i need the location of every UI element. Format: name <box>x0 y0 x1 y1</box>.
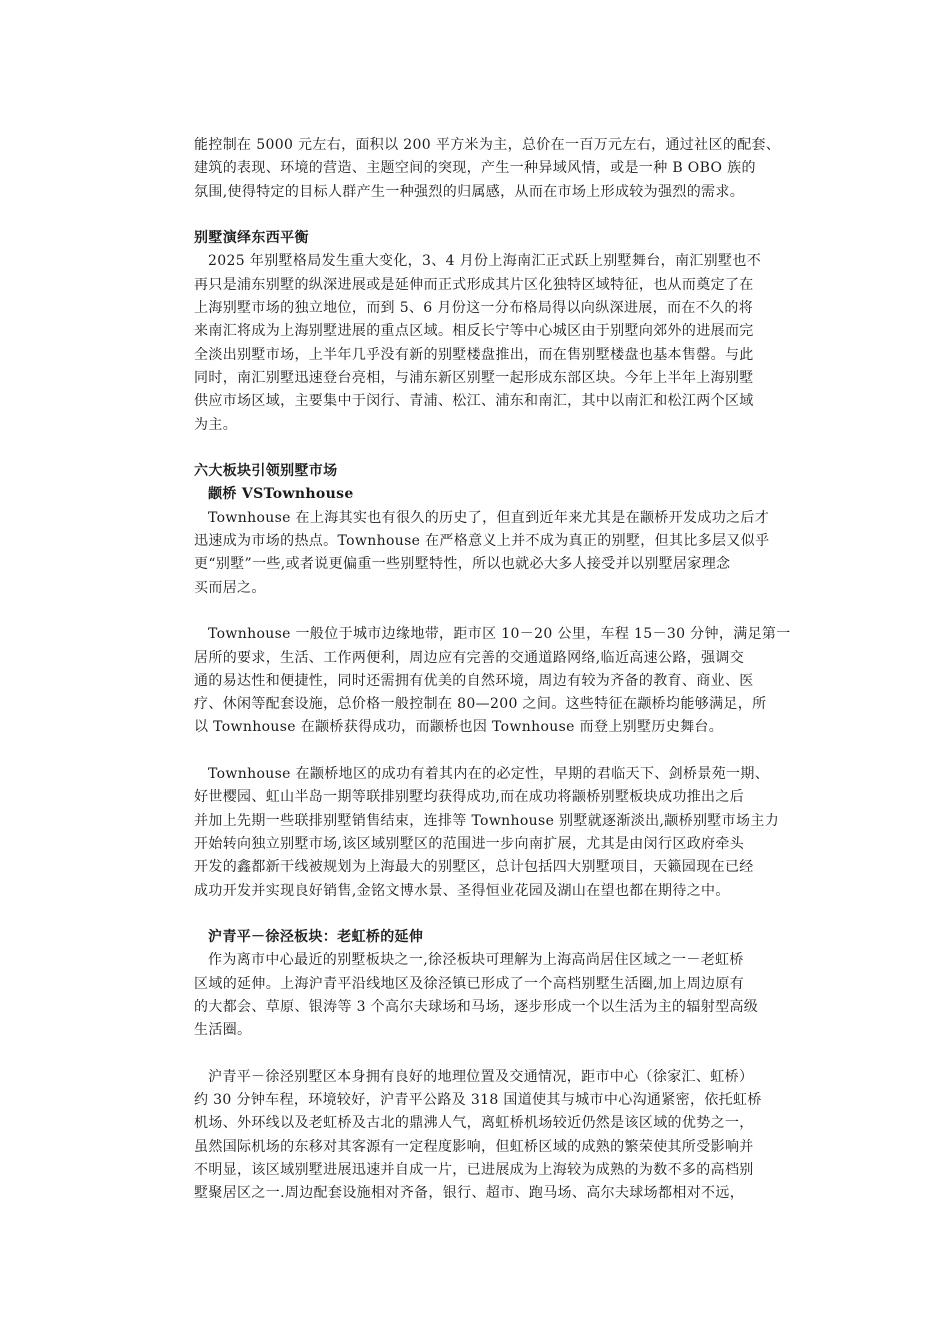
text-line: 约 30 分钟车程，环境较好，沪青平公路及 318 国道使其与城市中心沟通紧密，依托虹桥 <box>194 1092 762 1109</box>
text-line: 成功开发并实现良好销售,金铭文博水景、圣得恒业花园及湖山在望也都在期待之中。 <box>194 882 730 899</box>
text-line: 机场、外环线以及老虹桥及古北的鼎沸人气，离虹桥机场较近仍然是该区域的优势之一， <box>194 1115 754 1132</box>
blank-line <box>194 903 760 926</box>
text-line: 好世樱园、虹山半岛一期等联排别墅均获得成功,而在成功将颛桥别墅板块成功推出之后 <box>194 789 745 806</box>
document-page <box>194 134 791 1206</box>
text-line: 买而居之。 <box>194 579 266 596</box>
section3-paragraph-2 <box>194 1066 760 1206</box>
text-line: 不明显，该区域别墅进展迅速并自成一片，已进展成为上海较为成熟的为数不多的高档别 <box>194 1162 754 1179</box>
intro-paragraph <box>194 134 781 204</box>
section-heading: 六大板块引领别墅市场 <box>194 463 338 480</box>
blank-line <box>194 204 760 227</box>
section-subheading: 颛桥 VSTownhouse <box>208 486 354 503</box>
section-heading: 别墅演绎东西平衡 <box>194 230 309 247</box>
text-line: 更“别墅”一些,或者说更偏重一些别墅特性，所以也就必大多人接受并以别墅居家理念 <box>194 556 731 573</box>
text-line: 2025 年别墅格局发生重大变化，3、4 月份上海南汇正式跃上别墅舞台，南汇别墅也不 <box>208 253 762 270</box>
text-line: 区域的延伸。上海沪青平沿线地区及徐泾镇已形成了一个高档别墅生活圈,加上周边原有 <box>194 975 745 992</box>
blank-line <box>194 600 760 623</box>
text-line: 氛围,使得特定的目标人群产生一种强烈的归属感，从而在市场上形成较为强烈的需求。 <box>194 183 745 200</box>
section3-paragraph-1 <box>194 949 760 1042</box>
text-line: 并加上先期一些联排别墅销售结束，连排等 Townhouse 别墅就逐渐淡出,颛桥别墅市场主力 <box>194 812 780 829</box>
text-line: 作为离市中心最近的别墅板块之一,徐泾板块可理解为上海高尚居住区域之一－老虹桥 <box>208 952 744 969</box>
section1-paragraph <box>194 250 760 436</box>
text-line: 通的易达性和便捷性，同时还需拥有优美的自然环境，周边有较为齐备的教育、商业、医 <box>194 672 754 689</box>
section2-paragraph-3 <box>194 763 780 903</box>
text-line: 疗、休闲等配套设施，总价格一般控制在 80—200 之间。这些特征在颛桥均能够满足，所 <box>194 696 767 713</box>
text-line: Townhouse 在颛桥地区的成功有着其内在的必定性，早期的君临天下、剑桥景苑一期、 <box>208 766 770 783</box>
text-line: 以 Townhouse 在颛桥获得成功，而颛桥也因 Townhouse 而登上别墅历史舞台。 <box>194 719 724 736</box>
text-line: 能控制在 5000 元左右，面积以 200 平方米为主，总价在一百万元左右，通过社区的配套、 <box>194 137 781 153</box>
blank-line <box>194 1043 760 1066</box>
blank-line <box>194 740 760 763</box>
text-line: Townhouse 一般位于城市边缘地带，距市区 10－20 公里，车程 15－30 分钟，满足第一 <box>208 626 791 643</box>
text-line: 为主。 <box>194 416 238 433</box>
text-line: 开发的鑫都新干线被规划为上海最大的别墅区，总计包括四大别墅项目，天籁园现在已经 <box>194 859 754 876</box>
text-line: Townhouse 在上海其实也有很久的历史了，但直到近年来尤其是在颛桥开发成功之后才 <box>208 509 770 526</box>
text-line: 供应市场区域，主要集中于闵行、青浦、松江、浦东和南汇，其中以南汇和松江两个区域 <box>194 393 754 410</box>
text-line: 开始转向独立别墅市场,该区域别墅区的范围进一步向南扩展，尤其是由闵行区政府牵头 <box>194 835 745 852</box>
text-line: 全淡出别墅市场，上半年几乎没有新的别墅楼盘推出，而在售别墅楼盘也基本售罄。与此 <box>194 346 754 363</box>
text-line: 虽然国际机场的东移对其客源有一定程度影响，但虹桥区域的成熟的繁荣使其所受影响并 <box>194 1138 754 1155</box>
text-line: 的大都会、草原、银涛等 3 个高尔夫球场和马场，逐步形成一个以生活为主的辐射型高级 <box>194 998 759 1015</box>
text-line: 墅聚居区之一.周边配套设施相对齐备，银行、超市、跑马场、高尔夫球场都相对不远， <box>194 1185 745 1202</box>
section2-paragraph-1 <box>194 507 770 600</box>
text-line: 建筑的表现、环境的营造、主题空间的突现，产生一种异域风情，或是一种 B OBO 族的 <box>194 160 756 177</box>
text-line: 来南汇将成为上海别墅进展的重点区域。相反长宁等中心城区由于别墅向郊外的进展而完 <box>194 323 754 340</box>
section-subheading: 沪青平－徐泾板块：老虹桥的延伸 <box>208 929 424 946</box>
text-line: 同时，南汇别墅迅速登台亮相，与浦东新区别墅一起形成东部区块。今年上半年上海别墅 <box>194 369 754 386</box>
text-line: 再只是浦东别墅的纵深进展或是延伸而正式形成其片区化独特区域特征，也从而奠定了在 <box>194 276 754 293</box>
text-line: 生活圈。 <box>194 1022 252 1039</box>
text-line: 上海别墅市场的独立地位，而到 5、6 月份这一分布格局得以向纵深进展，而在不久的将 <box>194 300 754 317</box>
text-line: 迅速成为市场的热点。Townhouse 在严格意义上并不成为真正的别墅，但其比多层又似乎 <box>194 533 770 550</box>
text-line: 沪青平－徐泾别墅区本身拥有良好的地理位置及交通情况，距市中心（徐家汇、虹桥） <box>208 1068 754 1085</box>
text-line: 居所的要求，生活、工作两便利，周边应有完善的交通道路网络,临近高速公路，强调交 <box>194 649 745 666</box>
section2-paragraph-2 <box>194 623 791 739</box>
blank-line <box>194 437 760 460</box>
